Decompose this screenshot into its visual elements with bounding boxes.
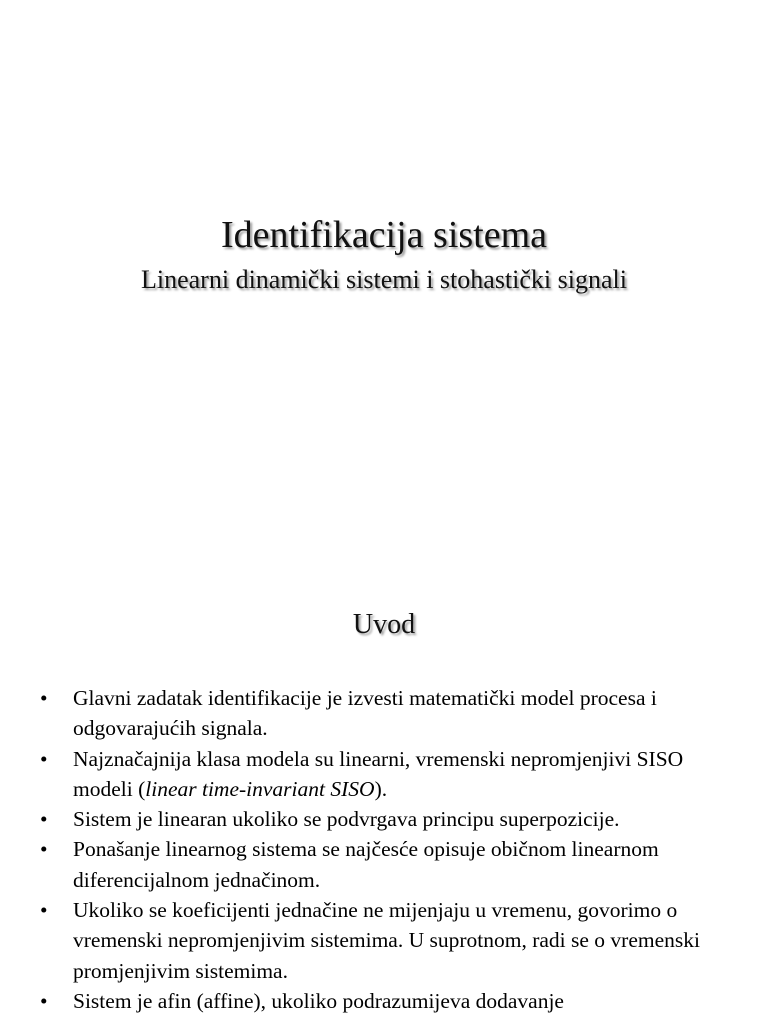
bullet-icon: • bbox=[40, 837, 48, 862]
list-item-text: Sistem je afin (affine), ukoliko podrazumijeva dodavanje bbox=[73, 988, 564, 1013]
bullet-icon: • bbox=[40, 686, 48, 710]
list-item-text: Glavni zadatak identifikacije je izvesti matematički model procesa i odgovarajućih signala. bbox=[73, 686, 657, 741]
page-title: Identifikacija sistema bbox=[220, 214, 548, 256]
bullet-icon: • bbox=[40, 988, 48, 1013]
bullet-list bbox=[40, 683, 745, 1016]
list-item bbox=[40, 986, 745, 1016]
list-item-text: Ukoliko se koeficijenti jednačine ne mijenjaju u vremenu, govorimo o vremenski nepromjenjivim sistemima. U suprotnom, radi se o vremenski promjenjivim sistemima. bbox=[73, 898, 700, 983]
list-item bbox=[40, 804, 745, 834]
list-item-text-part: Najznačajnija klasa modela su linearni, vremenski nepromjenjivi SISO modeli ( bbox=[73, 746, 684, 801]
list-item-text-part: ). bbox=[374, 776, 388, 801]
list-item-text bbox=[73, 747, 683, 801]
section-heading: Uvod bbox=[352, 609, 416, 640]
page-subtitle: Linearni dinamički sistemi i stohastički signali bbox=[141, 265, 627, 294]
list-item bbox=[40, 683, 745, 744]
bullet-icon: • bbox=[40, 807, 48, 832]
list-item-text: Sistem je linearan ukoliko se podvrgava principu superpozicije. bbox=[73, 807, 620, 832]
bullet-icon: • bbox=[40, 898, 48, 923]
bullet-icon: • bbox=[40, 746, 48, 771]
list-item bbox=[40, 895, 745, 986]
list-item-italic-text: linear time-invariant SISO bbox=[145, 776, 375, 801]
list-item-text: Ponašanje linearnog sistema se najčesće opisuje običnom linearnom diferencijalnom jednačinom. bbox=[73, 837, 659, 892]
list-item bbox=[40, 744, 745, 805]
list-item bbox=[40, 834, 745, 895]
